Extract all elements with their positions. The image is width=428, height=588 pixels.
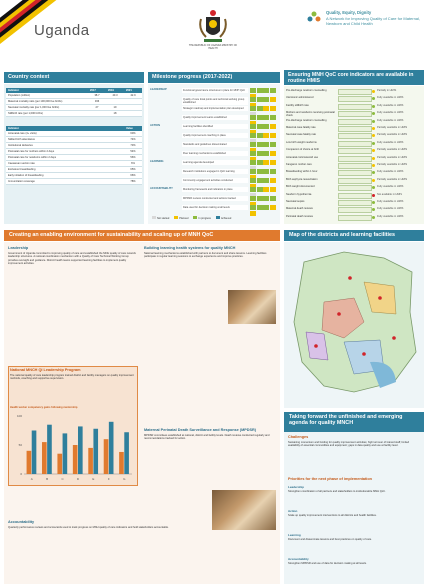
indicator-status-dot <box>372 112 375 115</box>
indicator-name: Antenatal corticosteroid use <box>286 155 319 159</box>
milestone-progress-segment <box>263 187 269 192</box>
indicator-status-box <box>338 163 372 169</box>
milestone-legend <box>152 216 280 220</box>
indicator-status: Partially available in HMIS <box>377 163 408 166</box>
competency-bar-chart <box>14 412 134 482</box>
milestone-row <box>150 106 278 115</box>
indicator-status-dot <box>372 134 375 137</box>
table-cell: 54% <box>124 149 142 155</box>
bar <box>109 422 114 474</box>
table-cell: 18 <box>106 111 124 117</box>
milestone-progress-segment <box>250 178 256 183</box>
milestone-row <box>150 187 278 196</box>
milestone-progress-segment <box>263 115 269 120</box>
legend-label: Not started <box>157 217 170 220</box>
milestone-progress-segment <box>270 169 276 174</box>
priority-action-text: Scale up quality improvement interventions to all districts and health facilities. <box>288 514 377 517</box>
milestone-progress-segment <box>250 115 256 120</box>
table-header: Value <box>124 126 142 131</box>
priority-accountability-heading: Accountability <box>288 557 309 561</box>
legend-swatch <box>193 216 197 219</box>
coat-caption: THE REPUBLIC OF UGANDA MINISTRY OF HEALTH <box>188 44 238 50</box>
indicator-status-box <box>338 141 372 147</box>
milestone-progress-segment <box>263 97 269 102</box>
x-tick-label: E <box>92 477 95 481</box>
indicator-status-box <box>338 185 372 191</box>
milestone-text: Functional governance structures in place for MNH QoC <box>182 88 248 93</box>
indicator-row <box>286 215 424 226</box>
milestone-text: Quality improvement coaching in place <box>182 133 248 138</box>
table-header: 2021 <box>124 88 142 93</box>
milestone-row <box>150 151 278 160</box>
milestone-row <box>150 115 278 124</box>
indicator-status-dot <box>372 127 375 130</box>
indicator-status-dot <box>372 179 375 182</box>
hmis-heading: Building learning health systems for quality MNCH <box>144 246 236 250</box>
table-cell: Postnatal care for newborns within 2 days <box>6 155 124 161</box>
indicator-status: Fully available in HMIS <box>377 118 404 122</box>
bar <box>119 452 124 474</box>
indicator-status: Fully available in HMIS <box>377 170 404 174</box>
table-cell: 336 <box>88 99 106 105</box>
milestone-progress-bar <box>250 151 278 157</box>
indicator-status-box <box>338 148 372 154</box>
table-cell: 42.9 <box>124 93 142 99</box>
milestone-progress-segment <box>250 124 256 129</box>
milestone-progress-segment <box>270 88 276 93</box>
milestone-text: Strategic roadmap and implementation plan developed <box>182 106 248 111</box>
indicator-status: Partially available in HMIS <box>377 148 408 152</box>
milestone-text: Research institutions engaged in QoC learning <box>182 169 248 174</box>
indicator-status-dot <box>372 97 375 100</box>
indicator-name: Pre-discharge newborn counselling <box>286 118 327 122</box>
milestone-progress-bar <box>250 187 278 193</box>
network-title: Quality, Equity, Dignity <box>326 10 372 15</box>
table-cell: 73% <box>124 143 142 149</box>
milestone-progress-bar <box>250 160 278 166</box>
milestone-progress-segment <box>263 142 269 147</box>
indicator-status: Fully available in HMIS <box>377 207 404 211</box>
milestone-category: ACTION <box>150 124 160 127</box>
country-title: Uganda <box>34 22 90 39</box>
legend-label: Achieved <box>220 217 232 220</box>
bar <box>27 451 32 474</box>
milestone-progress-segment <box>257 133 263 138</box>
indicator-status: Fully available in HMIS <box>377 185 404 189</box>
y-tick-label: 0 <box>20 472 22 476</box>
indicator-status-dot <box>372 164 375 167</box>
milestone-row <box>150 160 278 169</box>
priority-leadership-heading: Leadership <box>288 485 305 489</box>
milestone-row <box>150 196 278 205</box>
legend-item <box>174 217 188 220</box>
milestone-category: LEARNING <box>150 160 164 163</box>
table-cell: 27 <box>88 105 106 111</box>
table-cell: 40.3 <box>106 93 124 99</box>
indicator-status: Partially in HMIS <box>377 89 397 92</box>
milestone-progress-bar <box>250 142 278 148</box>
leadership-heading: Leadership <box>8 246 29 250</box>
milestone-category: LEADERSHIP <box>150 88 167 91</box>
milestone-row <box>150 88 278 97</box>
indicator-status-dot <box>372 171 375 174</box>
hmis-text: National learning mechanisms established with partners to document and share lessons. Learning facilities participate in regular learning sessions to exchange experience and improve practices. <box>144 252 267 259</box>
priority-leadership-text: Strengthen coordination of all partners and stakeholders to institutionalize MNH QoC. <box>288 490 386 493</box>
milestone-text: Quality of care focal points and technical working group established <box>182 97 248 105</box>
milestone-progress-bar <box>250 205 278 211</box>
indicator-status-dot <box>372 120 375 123</box>
network-logo-icon <box>306 9 322 25</box>
milestone-text: Peer learning mechanisms established <box>182 151 248 156</box>
accountability-text: Quarterly performance reviews and scorecards used to track progress on MNH quality of care indicators and hold stakeholders accountable. <box>8 526 169 529</box>
indicator-status-dot <box>372 186 375 189</box>
table-cell: 60% <box>124 131 142 137</box>
enabling-banner: Creating an enabling environment for sustainability and scaling up of MNH QoC <box>4 230 280 241</box>
milestone-progress-segment <box>270 142 276 147</box>
indicator-status-dot <box>372 194 375 197</box>
milestone-progress-segment <box>257 142 263 147</box>
country-context-heading: Country context <box>4 72 144 83</box>
indicator-status-box <box>338 104 372 110</box>
milestone-progress-segment <box>250 160 256 165</box>
table-cell: 19 <box>106 105 124 111</box>
mpdsr-photo <box>212 490 276 530</box>
legend-swatch <box>216 216 220 219</box>
leadership-text: Government of Uganda committed to improving quality of care and established the MNH quality of care network leadership structures. A national coordination mechanism with a Quality of Care Technical Working Group provides oversight and guidance. District health teams supported learning facilities to implement quality improvement activities. <box>8 252 136 265</box>
milestone-text: Learning facilities identified <box>182 124 248 129</box>
table-cell: Antenatal care (4+ visits) <box>6 131 124 137</box>
legend-label: In progress <box>198 217 211 220</box>
indicator-status: Partially available in HMIS <box>377 155 408 159</box>
milestone-progress-segment <box>257 187 263 192</box>
bar <box>42 442 47 474</box>
milestone-progress-segment <box>250 106 256 111</box>
milestone-progress-segment <box>250 97 256 102</box>
indicator-status-box <box>338 193 372 199</box>
milestone-progress-segment <box>257 106 263 111</box>
milestone-progress-bar <box>250 88 278 94</box>
indicator-name: Perinatal death reviews <box>286 214 313 218</box>
indicator-status-box <box>338 207 372 213</box>
milestone-progress-segment <box>250 196 256 201</box>
x-tick-label: G <box>123 477 126 481</box>
indicator-name: Low birth weight newborns <box>286 140 317 144</box>
table-cell: Stillbirth rate (per 1,000 births) <box>6 111 88 117</box>
table-row <box>6 111 142 117</box>
indicator-status: Fully available in HMIS <box>377 214 404 218</box>
indicator-name: Pre-discharge newborn counselling <box>286 89 327 92</box>
milestone-progress-segment <box>270 133 276 138</box>
priorities-heading: Priorities for the next phase of implementation <box>288 477 372 481</box>
milestone-progress-segment <box>270 196 276 201</box>
indicator-status: Fully available in HMIS <box>377 111 404 115</box>
bar <box>93 429 98 474</box>
table-cell: Exclusive breastfeeding <box>6 167 124 173</box>
bar <box>32 431 37 475</box>
indicator-status: Partially available in HMIS <box>377 177 408 181</box>
milestone-progress-segment <box>263 169 269 174</box>
bar <box>104 439 109 474</box>
milestone-progress-segment <box>250 88 256 93</box>
legend-item <box>216 217 231 220</box>
indicator-status-dot <box>372 157 375 160</box>
challenges-heading: Challenges <box>288 435 309 439</box>
milestone-progress-bar <box>250 115 278 121</box>
accountability-heading: Accountability <box>8 520 35 524</box>
milestone-progress-segment <box>257 196 263 201</box>
milestone-progress-segment <box>250 169 256 174</box>
indicator-status: Fully available in HMIS <box>377 96 404 100</box>
table-cell: Immunization coverage <box>6 179 124 185</box>
network-subtitle: A Network for Improving Quality of Care for Maternal, Newborn and Child Health <box>326 16 421 26</box>
legend-label: Planned <box>179 217 189 220</box>
milestone-progress-segment <box>263 151 269 156</box>
context-table-1 <box>6 88 142 117</box>
indicator-name: Maternal death reviews <box>286 207 313 211</box>
priority-action-heading: Action <box>288 509 298 513</box>
indicator-status-dot <box>372 201 375 204</box>
milestone-text: Monitoring framework and indicators in place <box>182 187 248 192</box>
milestone-progress-segment <box>263 160 269 165</box>
header <box>0 0 428 58</box>
indicator-status: Partially available in HMIS <box>377 126 408 129</box>
table-cell: Caesarean section rate <box>6 161 124 167</box>
uganda-map-icon <box>284 242 424 408</box>
milestone-progress-segment <box>257 178 263 183</box>
table-cell: Skilled birth attendance <box>6 137 124 143</box>
bar <box>73 445 78 474</box>
milestone-progress-segment <box>250 205 256 210</box>
milestone-progress-segment <box>250 187 256 192</box>
indicator-name: Maternal case fatality rate <box>286 126 316 129</box>
table-cell: 56% <box>124 155 142 161</box>
table-cell: 38.7 <box>88 93 106 99</box>
indicators-heading: Ensuring MNH QoC core indicators are available in routine HMIS <box>284 70 424 85</box>
milestone-progress-bar <box>250 169 278 175</box>
map-panel <box>284 242 424 408</box>
legend-item <box>193 217 211 220</box>
x-tick-label: C <box>61 477 64 481</box>
milestone-progress-segment <box>257 151 263 156</box>
milestone-category: ACCOUNTABILITY <box>150 187 173 190</box>
milestone-progress-segment <box>263 205 269 210</box>
priority-learning-text: Document and disseminate lessons and best practices on quality of care. <box>288 538 372 541</box>
x-tick-label: F <box>107 477 110 481</box>
table-header: Indicator <box>6 126 124 131</box>
milestone-row <box>150 169 278 178</box>
milestone-progress-segment <box>263 106 269 111</box>
context-table-2 <box>6 126 142 185</box>
milestone-progress-bar <box>250 133 278 139</box>
table-cell: 66% <box>124 173 142 179</box>
indicator-name: Birth weight documented <box>286 185 315 189</box>
indicator-name: Mothers and newborns receiving postnatal check <box>286 111 335 118</box>
x-tick-label: D <box>76 477 80 481</box>
milestone-row <box>150 178 278 187</box>
milestone-heading: Milestone progress (2017-2022) <box>148 72 280 83</box>
table-header: 2017 <box>88 88 106 93</box>
milestone-progress-segment <box>270 187 276 192</box>
indicator-status-box <box>338 170 372 176</box>
legend-item <box>152 217 169 220</box>
bar <box>63 433 68 474</box>
indicator-status-box <box>338 133 372 139</box>
table-cell: Postnatal care for mothers within 2 days <box>6 149 124 155</box>
table-cell: Early initiation of breastfeeding <box>6 173 124 179</box>
bar <box>124 432 129 474</box>
indicator-status-box <box>338 126 372 132</box>
milestone-progress-segment <box>257 115 263 120</box>
milestone-text: Data used for decision making at all levels <box>182 205 248 210</box>
milestone-progress-bar <box>250 178 278 184</box>
milestone-progress-segment <box>263 124 269 129</box>
milestone-progress-segment <box>270 124 276 129</box>
indicator-name: Uterotonic administered <box>286 96 314 100</box>
mpdsr-text: MPDSR committees established at national, district and facility levels. Death reviews conducted regularly and recommendations tracked for action. <box>144 434 270 441</box>
milestone-progress-segment <box>263 196 269 201</box>
milestone-progress-bar <box>250 106 278 112</box>
table-cell: 6% <box>124 161 142 167</box>
chart-caption: Health worker competency gains following mentorship <box>10 406 78 409</box>
challenges-banner: Taking forward the unfinished and emerging agenda for quality MNCH <box>284 412 424 432</box>
y-tick-label: 100 <box>16 414 22 418</box>
milestone-progress-segment <box>270 97 276 102</box>
indicator-name: Kangaroo mother care <box>286 163 312 166</box>
milestone-progress-segment <box>257 205 263 210</box>
x-tick-label: A <box>30 477 33 481</box>
legend-swatch <box>174 216 178 219</box>
legend-swatch <box>152 216 156 219</box>
milestone-row <box>150 142 278 151</box>
map-banner: Map of the districts and learning facilities <box>284 230 424 241</box>
leadership-program-text: The national quality of care leadership program trained district and facility managers on quality improvement methods, coaching and supportive supervision. <box>10 374 134 381</box>
milestone-row <box>150 97 278 106</box>
table-cell <box>88 111 106 117</box>
indicator-status-box <box>338 215 372 221</box>
table-cell: 65% <box>124 167 142 173</box>
indicator-name: Newborn hypothermia <box>286 192 312 196</box>
milestone-progress-bar <box>250 97 278 103</box>
indicator-status: Fully available in HMIS <box>377 200 404 203</box>
indicator-status-box <box>338 200 372 206</box>
milestone-progress-bar <box>250 196 278 202</box>
milestone-progress-segment <box>270 178 276 183</box>
milestone-progress-segment <box>270 151 276 156</box>
milestone-progress-segment <box>250 142 256 147</box>
priority-accountability-text: Strengthen MPDSR and use of data for decision making at all levels. <box>288 562 367 565</box>
milestone-text: MPDSR reviews conducted and actions tracked <box>182 196 248 201</box>
milestone-progress-segment <box>270 115 276 120</box>
milestone-row <box>150 133 278 142</box>
milestone-progress-segment <box>257 97 263 102</box>
bar <box>88 448 93 474</box>
table-cell: Population (million) <box>6 93 88 99</box>
indicator-status: Not available in HMIS <box>377 192 402 196</box>
indicator-status-box <box>338 89 372 95</box>
indicator-status-box <box>338 119 372 125</box>
indicator-status-dot <box>372 142 375 145</box>
indicator-name: Neonatal sepsis <box>286 200 305 203</box>
indicator-name: Companion of choice at birth <box>286 148 320 152</box>
milestone-row <box>150 124 278 133</box>
indicator-name: Facility stillbirth rate <box>286 103 309 107</box>
indicator-status: Fully available in HMIS <box>377 103 404 107</box>
indicator-status-dot <box>372 216 375 219</box>
x-tick-label: B <box>46 477 49 481</box>
indicator-status-box <box>338 178 372 184</box>
indicator-name: Birth asphyxia resuscitation <box>286 177 318 181</box>
challenges-text: Sustaining momentum and funding for quality improvement activities; high turnover of trained staff; limited availability of essential commodities and equipment; gaps in data quality and use at facility level. <box>288 441 410 448</box>
milestone-progress-segment <box>257 124 263 129</box>
table-cell: Neonatal mortality rate (per 1,000 live births) <box>6 105 88 111</box>
mpdsr-heading: Maternal Perinatal Death Surveillance and Response (MPDSR) <box>144 428 257 432</box>
milestone-progress-segment <box>263 133 269 138</box>
indicator-status-dot <box>372 208 375 211</box>
y-tick-label: 50 <box>18 443 22 447</box>
milestone-text: Quality improvement teams established <box>182 115 248 120</box>
indicator-status: Fully available in HMIS <box>377 140 404 144</box>
table-header: 2019 <box>106 88 124 93</box>
coat-of-arms-icon <box>198 7 228 45</box>
milestone-progress-segment <box>270 106 276 111</box>
milestone-progress-segment <box>270 205 276 210</box>
table-row <box>6 179 142 185</box>
indicator-status-dot <box>372 90 375 93</box>
table-header: Indicator <box>6 88 88 93</box>
table-cell: Institutional deliveries <box>6 143 124 149</box>
milestone-progress-segment <box>257 88 263 93</box>
milestone-text: Standards and guidelines disseminated <box>182 142 248 147</box>
indicator-name: Breastfeeding within 1 hour <box>286 170 318 174</box>
table-cell: Maternal mortality ratio (per 100,000 live births) <box>6 99 88 105</box>
priority-learning-heading: Learning <box>288 533 301 537</box>
health-workers-photo <box>228 290 276 324</box>
indicator-status: Partially available in HMIS <box>377 133 408 137</box>
table-cell: 78% <box>124 179 142 185</box>
bar <box>47 425 52 474</box>
indicator-status-box <box>338 96 372 102</box>
milestone-progress-segment <box>263 178 269 183</box>
indicator-status-box <box>338 156 372 162</box>
indicator-status-box <box>338 111 372 117</box>
milestone-progress-segment <box>257 160 263 165</box>
milestone-text: Community engagement activities conducted <box>182 178 248 183</box>
milestone-row <box>150 205 278 214</box>
milestone-text: Learning agenda developed <box>182 160 248 165</box>
leadership-program-heading: National MNCH QI Leadership Program <box>10 368 81 372</box>
milestone-progress-segment <box>270 160 276 165</box>
milestone-progress-segment <box>250 133 256 138</box>
bar <box>57 454 62 474</box>
milestone-progress-bar <box>250 124 278 130</box>
indicator-name: Neonatal case fatality rate <box>286 133 316 137</box>
milestone-progress-segment <box>250 151 256 156</box>
bar <box>78 426 83 474</box>
milestone-progress-segment <box>257 169 263 174</box>
indicator-status-dot <box>372 105 375 108</box>
indicator-status-dot <box>372 149 375 152</box>
table-cell: 74% <box>124 137 142 143</box>
table-cell <box>124 111 142 117</box>
milestone-progress-segment <box>263 88 269 93</box>
